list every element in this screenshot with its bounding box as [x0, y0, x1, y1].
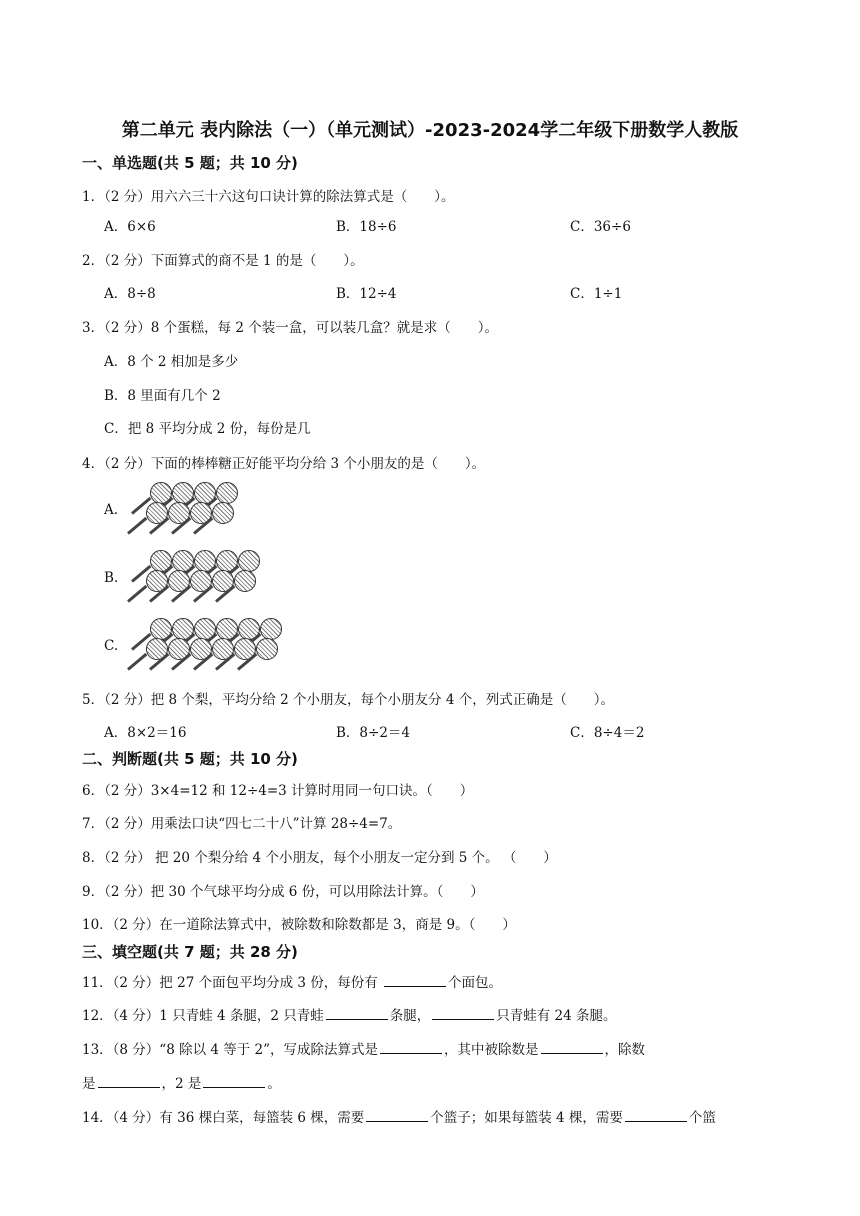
question-1-option-b[interactable]: B．18÷6	[336, 219, 397, 235]
question-12	[82, 1004, 617, 1024]
answer-blank[interactable]	[625, 1109, 687, 1122]
section-heading-single-choice: 一、单选题(共 5 题；共 10 分)	[82, 154, 298, 172]
lollipop-candy	[256, 638, 278, 660]
question-3-option-a[interactable]: A．8 个 2 相加是多少	[104, 354, 239, 370]
question-14-mid: 个篮子；如果每篮装 4 棵，需要	[430, 1110, 623, 1126]
section-heading-true-false: 二、判断题(共 5 题；共 10 分)	[82, 750, 298, 768]
page-title: 第二单元 表内除法（一）（单元测试）-2023-2024学二年级下册数学人教版	[121, 120, 739, 141]
question-13-mid: ，其中被除数是	[444, 1042, 539, 1058]
question-8-stem: 8．（2 分） 把 20 个梨分给 4 个小朋友，每个小朋友一定分到 5 个。 （ ）	[82, 850, 557, 866]
question-3-option-b[interactable]: B．8 里面有几个 2	[104, 388, 221, 404]
question-12-mid: 条腿，	[389, 1008, 431, 1024]
question-1-option-a[interactable]: A．6×6	[104, 219, 156, 235]
answer-blank[interactable]	[432, 1007, 494, 1020]
section-heading-fill-in: 三、填空题(共 7 题；共 28 分)	[82, 943, 298, 961]
lollipop-candy	[212, 502, 234, 524]
lollipop-candy	[260, 618, 282, 640]
answer-blank[interactable]	[366, 1109, 428, 1122]
question-11-pre: 11．（2 分）把 27 个面包平均分成 3 份，每份有	[82, 975, 383, 991]
answer-blank[interactable]	[203, 1075, 265, 1088]
question-4-option-b[interactable]: B.	[104, 570, 119, 586]
lollipop-candy	[216, 482, 238, 504]
question-2-option-c[interactable]: C．1÷1	[570, 286, 623, 302]
question-10-stem: 10．（2 分）在一道除法算式中，被除数和除数都是 3，商是 9。（ ）	[82, 917, 516, 933]
answer-blank[interactable]	[541, 1041, 603, 1054]
question-13-line1	[82, 1038, 645, 1058]
question-13-line2-mid: ，2 是	[161, 1076, 202, 1092]
question-5-option-b[interactable]: B．8÷2＝4	[336, 725, 410, 741]
question-4-option-a[interactable]: A.	[104, 502, 119, 518]
question-13-pre: 13．（8 分）“8 除以 4 等于 2”，写成除法算式是	[82, 1042, 379, 1058]
question-13-post: ，除数	[604, 1042, 646, 1058]
question-2-option-a[interactable]: A．8÷8	[104, 286, 156, 302]
question-14	[82, 1106, 716, 1126]
question-2-option-b[interactable]: B．12÷4	[336, 286, 397, 302]
question-4-stem: 4．（2 分）下面的棒棒糖正好能平均分给 3 个小朋友的是（ ）。	[82, 456, 486, 472]
lollipop-image-b	[128, 548, 273, 608]
lollipop-candy	[238, 550, 260, 572]
question-1-option-c[interactable]: C．36÷6	[570, 219, 631, 235]
lollipop-image-c	[128, 616, 288, 676]
answer-blank[interactable]	[98, 1075, 160, 1088]
question-9-stem: 9．（2 分）把 30 个气球平均分成 6 份，可以用除法计算。（ ）	[82, 884, 484, 900]
question-5-stem: 5．（2 分）把 8 个梨，平均分给 2 个小朋友，每个小朋友分 4 个，列式正确是（ ）。	[82, 692, 614, 708]
lollipop-stick	[127, 585, 147, 603]
question-7-stem: 7．（2 分）用乘法口诀“四七二十八”计算 28÷4=7。	[82, 816, 402, 832]
question-14-post: 个篮	[688, 1110, 716, 1126]
question-14-pre: 14．（4 分）有 36 棵白菜，每篮装 6 棵，需要	[82, 1110, 365, 1126]
question-13-line2-pre: 是	[82, 1076, 96, 1092]
question-13-line2	[82, 1072, 281, 1092]
question-1-stem: 1．（2 分）用六六三十六这句口诀计算的除法算式是（ ）。	[82, 189, 455, 205]
question-12-pre: 12．（4 分）1 只青蛙 4 条腿，2 只青蛙	[82, 1008, 324, 1024]
question-4-option-c[interactable]: C.	[104, 638, 119, 654]
question-2-stem: 2．（2 分）下面算式的商不是 1 的是（ ）。	[82, 253, 364, 269]
question-6-stem: 6．（2 分）3×4=12 和 12÷4=3 计算时用同一句口诀。（ ）	[82, 783, 474, 799]
question-3-stem: 3．（2 分）8 个蛋糕，每 2 个装一盒，可以装几盒？就是求（ ）。	[82, 320, 499, 336]
question-12-post: 只青蛙有 24 条腿。	[496, 1008, 617, 1024]
question-13-line2-post: 。	[267, 1076, 281, 1092]
lollipop-stick	[127, 517, 147, 535]
question-3-option-c[interactable]: C．把 8 平均分成 2 份，每份是几	[104, 421, 311, 437]
question-5-option-c[interactable]: C．8÷4＝2	[570, 725, 645, 741]
lollipop-image-a	[128, 480, 248, 540]
answer-blank[interactable]	[380, 1041, 442, 1054]
lollipop-candy	[234, 570, 256, 592]
lollipop-stick	[127, 653, 147, 671]
question-11	[82, 971, 502, 991]
answer-blank[interactable]	[326, 1007, 388, 1020]
question-5-option-a[interactable]: A．8×2＝16	[104, 725, 187, 741]
question-11-post: 个面包。	[448, 975, 503, 991]
answer-blank[interactable]	[384, 974, 446, 987]
